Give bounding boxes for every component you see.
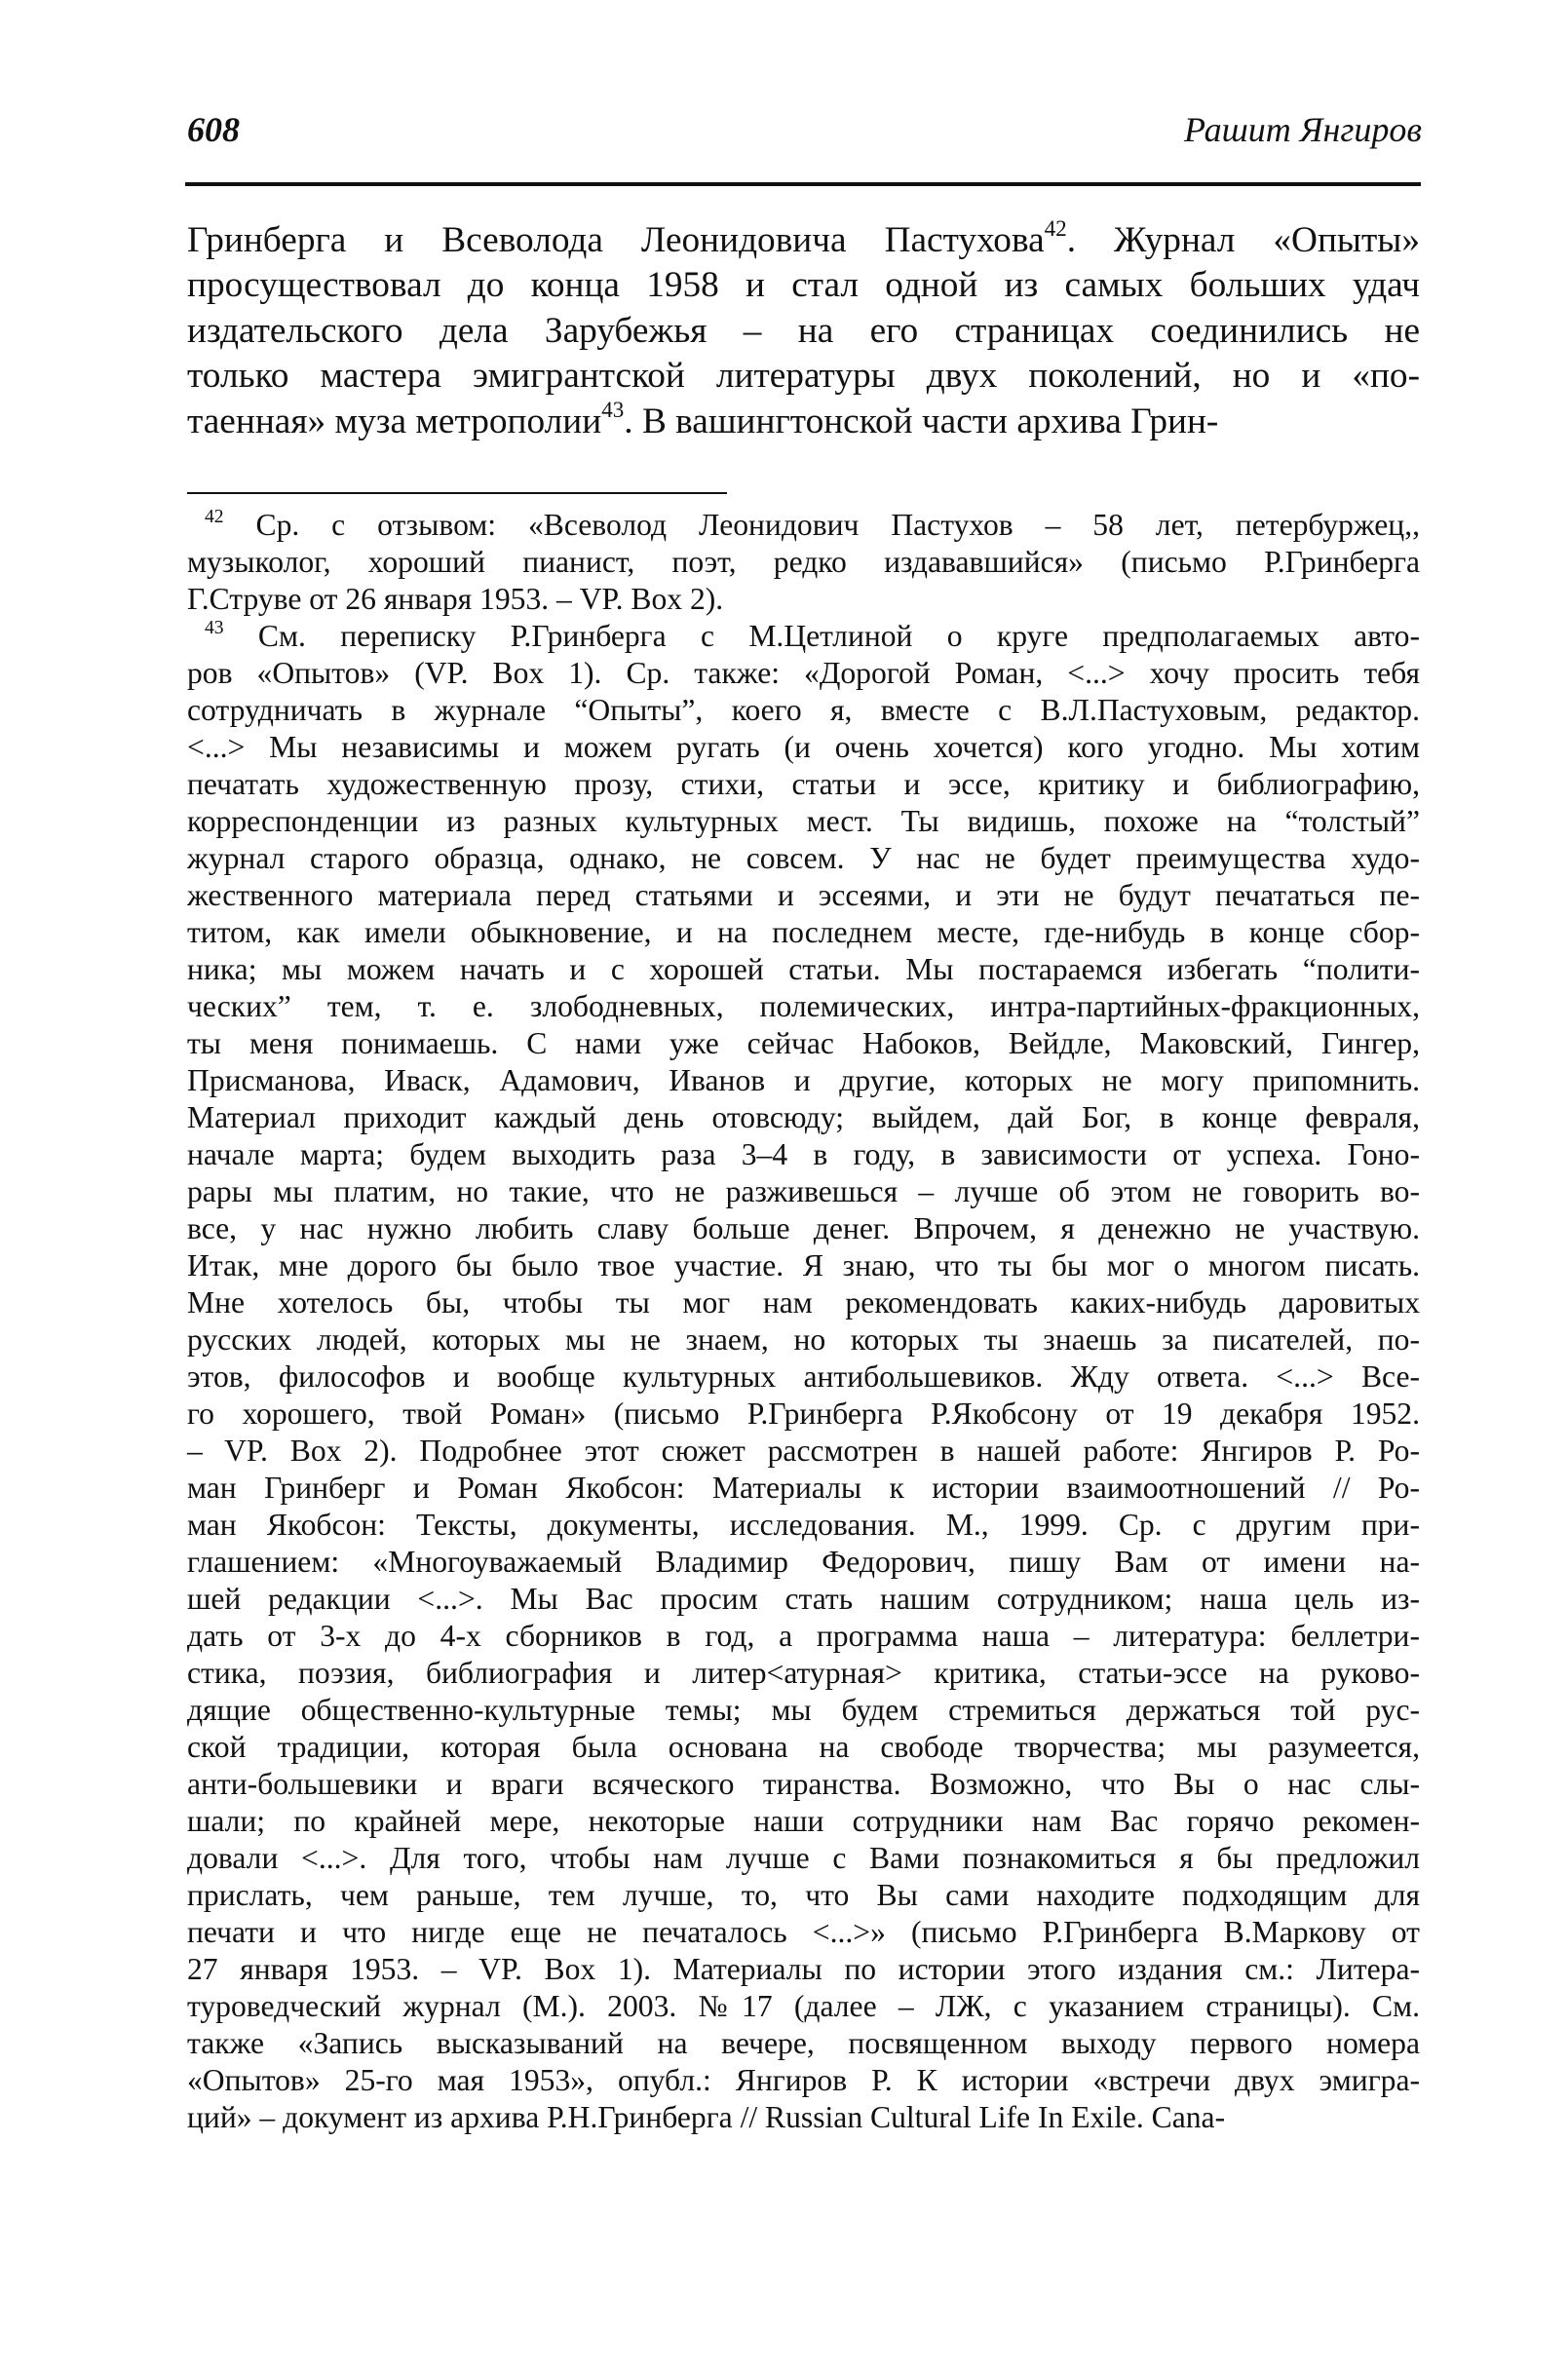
footnote-text: все, у нас нужно любить славу больше денег. Впрочем, я денежно не участвую.: [187, 1211, 1420, 1245]
footnote-line: [187, 1877, 1420, 1914]
footnote-line: [187, 729, 1420, 766]
footnote-text: ской традиции, которая была основана на свободе творчества; мы разумеется,: [187, 1730, 1420, 1764]
footnote-text: Присманова, Иваск, Адамович, Иванов и другие, которых не могу припомнить.: [187, 1063, 1420, 1097]
body-text-line: [187, 263, 1420, 308]
footnote-reference: 43: [601, 397, 625, 423]
footnote-text: анти-большевики и враги всяческого тиранства. Возможно, что Вы о нас слы-: [187, 1767, 1420, 1801]
footnote-text: шей редакции <...>. Мы Вас просим стать нашим сотрудником; наша цель из-: [187, 1582, 1420, 1616]
footnote-line: [187, 1025, 1420, 1062]
footnote-line: [187, 1321, 1420, 1358]
footnote-line: [187, 1988, 1420, 2025]
footnote-number: 43: [205, 617, 224, 638]
text-segment: только мастера эмигрантской литературы двух поколений, но и «по-: [187, 356, 1420, 397]
footnote-line: [187, 1173, 1420, 1210]
footnote-line: [187, 581, 1420, 618]
footnote-text: ман Якобсон: Тексты, документы, исследования. М., 1999. Ср. с другим при-: [187, 1508, 1420, 1542]
footnote-text: Г.Струве от 26 января 1953. – VP. Box 2).: [187, 582, 724, 616]
footnote-line: [187, 1396, 1420, 1433]
footnote-text: туроведческий журнал (М.). 2003. №17 (далее – ЛЖ, с указанием страницы). См.: [187, 1989, 1420, 2023]
footnote-line: [187, 914, 1420, 951]
footnote-line: [187, 1433, 1420, 1470]
footnote-text: го хорошего, твой Роман» (письмо Р.Гринберга Р.Якобсону от 19 декабря 1952.: [187, 1396, 1420, 1431]
footnote-line: [187, 1284, 1420, 1321]
footnote-line: [187, 1914, 1420, 1951]
footnote-text: <...> Мы независимы и можем ругать (и очень хочется) кого угодно. Мы хотим: [187, 730, 1420, 764]
footnote-line: [187, 1507, 1420, 1544]
footnote-line: [187, 1136, 1420, 1173]
body-text-line: [187, 309, 1420, 354]
text-segment: издательского дела Зарубежья – на его страницах соединились не: [187, 310, 1420, 351]
footnote-line: [187, 1062, 1420, 1099]
footnote-line: [187, 2099, 1420, 2136]
footnote-line: [187, 1803, 1420, 1840]
footnote-text: ров «Опытов» (VP. Box 1). Ср. также: «Дорогой Роман, <...> хочу просить тебя: [187, 656, 1420, 690]
footnote-text: стика, поэзия, библиография и литер<атурная> критика, статьи-эссе на руково-: [187, 1656, 1420, 1690]
footnote-text: ника; мы можем начать и с хорошей статьи. Мы постараемся избегать “полити-: [187, 952, 1420, 986]
footnote-text: Материал приходит каждый день отовсюду; выйдем, дай Бог, в конце февраля,: [187, 1100, 1420, 1134]
footnote-text: титом, как имели обыкновение, и на последнем месте, где-нибудь в конце сбор-: [187, 915, 1420, 949]
footnote-text: журнал старого образца, однако, не совсем. У нас не будет преимущества худо-: [187, 841, 1420, 875]
footnote-text: прислать, чем раньше, тем лучше, то, что Вы сами находите подходящим для: [187, 1878, 1420, 1912]
footnote-text: глашением: «Многоуважаемый Владимир Федорович, пишу Вам от имени на-: [187, 1545, 1420, 1579]
footnote-text: Ср. с отзывом: «Всеволод Леонидович Пастухов – 58 лет, петербуржец,,: [255, 508, 1420, 542]
footnote-line: [187, 766, 1420, 803]
running-head: [187, 109, 1422, 158]
footnote-text: ты меня понимаешь. С нами уже сейчас Набоков, Вейдле, Маковский, Гингер,: [187, 1026, 1420, 1060]
footnote-line: [187, 1692, 1420, 1729]
footnote-text: сотрудничать в журнале “Опыты”, коего я, вместе с В.Л.Пастуховым, редактор.: [187, 693, 1420, 727]
footnote-text: дящие общественно-культурные темы; мы будем стремиться держаться той рус-: [187, 1693, 1420, 1727]
footnote-line: [187, 1544, 1420, 1581]
text-segment: . Журнал «Опыты»: [1066, 220, 1420, 260]
footnote-text: Мне хотелось бы, чтобы ты мог нам рекомендовать каких-нибудь даровитых: [187, 1285, 1420, 1320]
body-text-line: [187, 218, 1420, 263]
footnotes: [187, 507, 1420, 2136]
footnote-separator: [187, 492, 727, 494]
footnote-text: начале марта; будем выходить раза 3–4 в году, в зависимости от успеха. Гоно-: [187, 1137, 1420, 1171]
body-text-line: [187, 354, 1420, 399]
footnote-line: [187, 840, 1420, 877]
footnote-line: [187, 1951, 1420, 1988]
footnote: [187, 507, 1420, 618]
body-text-line: [187, 397, 1420, 444]
footnote-line: [187, 2025, 1420, 2062]
footnote-text: печати и что нигде еще не печаталось <...>» (письмо Р.Гринберга В.Маркову от: [187, 1915, 1420, 1949]
footnote-line: [187, 1099, 1420, 1136]
footnote-text: печатать художественную прозу, стихи, статьи и эссе, критику и библиографию,: [187, 767, 1420, 801]
footnote-text: «Опытов» 25-го мая 1953», опубл.: Янгиров Р. К истории «встречи двух эмигра-: [187, 2063, 1420, 2097]
footnote-reference: 42: [1044, 216, 1067, 243]
footnote-line: [187, 803, 1420, 840]
footnote-line: [187, 1655, 1420, 1692]
text-segment: просуществовал до конца 1958 и стал одной из самых больших удач: [187, 265, 1420, 306]
footnote-text: шали; по крайней мере, некоторые наши сотрудники нам Вас горячо рекомен-: [187, 1804, 1420, 1838]
main-text: [187, 218, 1420, 444]
running-title: Рашит Янгиров: [1184, 110, 1422, 149]
footnote-line: [187, 1210, 1420, 1247]
footnote-line: [187, 1618, 1420, 1655]
footnote-text: музыколог, хороший пианист, поэт, редко издававшийся» (письмо Р.Гринберга: [187, 545, 1420, 579]
footnote-line: [187, 544, 1420, 581]
footnote-line: [187, 988, 1420, 1025]
footnote-line: [187, 1470, 1420, 1507]
footnote-text: 27 января 1953. – VP. Box 1). Материалы по истории этого издания см.: Литера-: [187, 1952, 1420, 1986]
footnote-line: [187, 692, 1420, 729]
footnote-line: [187, 618, 1420, 655]
footnote-text: Итак, мне дорого бы было твое участие. Я знаю, что ты бы мог о многом писать.: [187, 1248, 1420, 1282]
header-rule: [185, 182, 1421, 186]
footnote-text: жественного материала перед статьями и эссеями, и эти не будут печататься пе-: [187, 878, 1420, 912]
text-segment: . В вашингтонской части архива Грин-: [624, 401, 1219, 441]
footnote: [187, 618, 1420, 2136]
footnote-line: [187, 1840, 1420, 1877]
footnote-text: русских людей, которых мы не знаем, но которых ты знаешь за писателей, по-: [187, 1322, 1420, 1357]
footnote-line: [187, 1358, 1420, 1396]
footnote-line: [187, 877, 1420, 914]
footnote-text: этов, философов и вообще культурных антибольшевиков. Жду ответа. <...> Все-: [187, 1359, 1420, 1394]
footnote-text: ман Гринберг и Роман Якобсон: Материалы к истории взаимоотношений // Ро-: [187, 1471, 1420, 1505]
footnote-line: [187, 1581, 1420, 1618]
footnote-line: [187, 1247, 1420, 1284]
footnote-text: – VP. Box 2). Подробнее этот сюжет рассмотрен в нашей работе: Янгиров Р. Ро-: [187, 1434, 1420, 1468]
footnote-text: ций» – документ из архива Р.Н.Гринберга // Russian Cultural Life In Exile. Cana-: [187, 2100, 1226, 2134]
footnote-line: [187, 655, 1420, 692]
footnote-text: довали <...>. Для того, чтобы нам лучше с Вами познакомиться я бы предложил: [187, 1841, 1420, 1875]
footnote-text: ческих” тем, т. е. злободневных, полемических, интра-партийных-фракционных,: [187, 989, 1420, 1023]
footnote-line: [187, 1729, 1420, 1766]
page-number: 608: [187, 110, 240, 149]
footnote-number: 42: [205, 506, 224, 527]
footnote-text: также «Запись высказываний на вечере, посвященном выходу первого номера: [187, 2026, 1420, 2060]
footnote-text: корреспонденции из разных культурных мест. Ты видишь, похоже на “толстый”: [187, 804, 1420, 838]
footnote-line: [187, 2062, 1420, 2099]
footnote-text: См. переписку Р.Гринберга с М.Цетлиной о круге предполагаемых авто-: [257, 619, 1420, 653]
footnote-line: [187, 951, 1420, 988]
footnote-text: дать от 3-х до 4-х сборников в год, а программа наша – литература: беллетри-: [187, 1619, 1420, 1653]
footnote-text: рары мы платим, но такие, что не разживешься – лучше об этом не говорить во-: [187, 1174, 1420, 1208]
footnote-line: [187, 1766, 1420, 1803]
footnote-line: [187, 507, 1420, 544]
text-segment: Гринберга и Всеволода Леонидовича Пастухова: [187, 220, 1045, 260]
text-segment: таенная» муза метрополии: [187, 401, 602, 441]
